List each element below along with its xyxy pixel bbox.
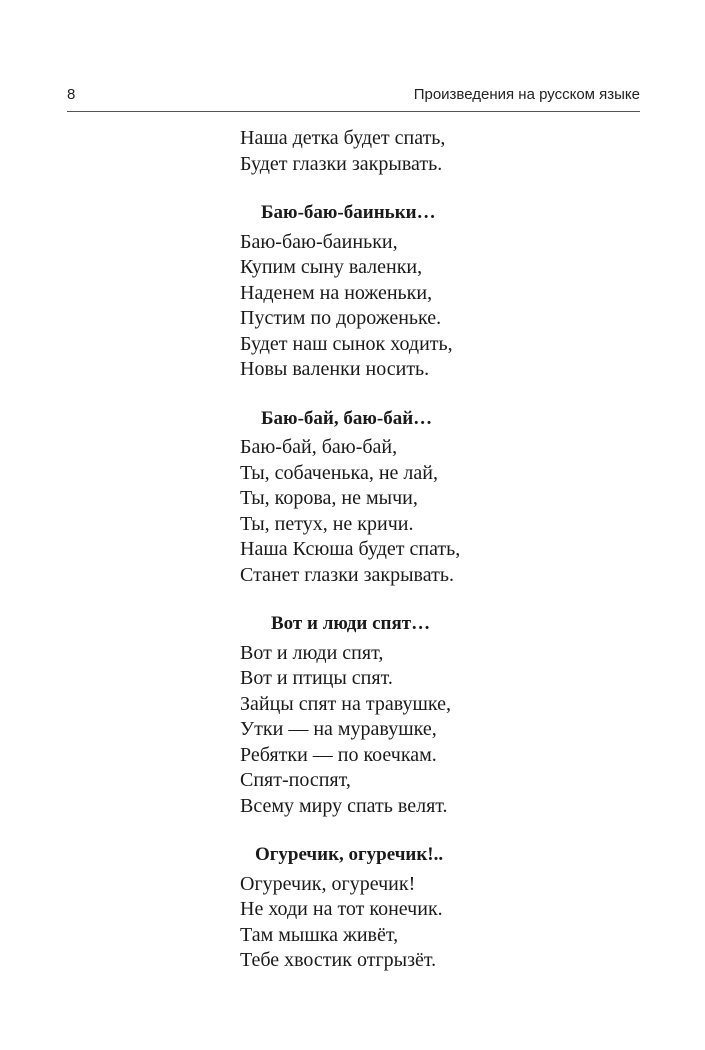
poem-line: Там мышка живёт,: [240, 923, 399, 946]
poem: [240, 611, 660, 819]
poem-line: Вот и люди спят,: [240, 641, 384, 664]
poem-line: Утки — на муравушке,: [240, 718, 437, 740]
page-number: 8: [67, 86, 76, 103]
poem-line: Купим сыну валенки,: [240, 256, 423, 278]
poem-title: Баю-бай, баю-бай…: [261, 407, 433, 429]
poem: [240, 406, 660, 589]
poem-title: Вот и люди спят…: [271, 613, 431, 634]
poem-line: Всему миру спать велят.: [240, 794, 448, 817]
poem-line: Будет глазки закрывать.: [240, 152, 443, 175]
poem-title: Баю-баю-баиньки…: [261, 202, 436, 223]
poem-line: Баю-бай, баю-бай,: [240, 436, 398, 458]
poem-line: Наша Ксюша будет спать,: [240, 538, 461, 560]
poem-line: Наша детка будет спать,: [240, 127, 446, 149]
poem-line: Спят-поспят,: [240, 769, 351, 791]
poem-line: Зайцы спят на травушке,: [240, 692, 451, 715]
running-title: Произведения на русском языке: [413, 86, 640, 103]
poem-line: Пустим по дороженьке.: [240, 307, 442, 329]
poem-line: Ты, петух, не кричи.: [240, 512, 414, 535]
poem-line: Вот и птицы спят.: [240, 667, 393, 689]
poem: [240, 842, 660, 974]
opening-stanza: [240, 126, 660, 177]
poem-line: Будет наш сынок ходить,: [240, 332, 453, 355]
poem-line: Огуречик, огуречик!: [240, 872, 416, 895]
poem-title: Огуречик, огуречик!..: [255, 844, 444, 865]
poem-line: Ты, собаченька, не лай,: [240, 461, 438, 484]
header-rule: [67, 111, 640, 112]
poem-line: Баю-баю-баиньки,: [240, 230, 398, 253]
page-header: [67, 84, 640, 110]
poem: [240, 200, 660, 383]
poem-line: Новы валенки носить.: [240, 358, 430, 380]
poem-line: Наденем на ноженьки,: [240, 281, 433, 304]
page-content: [240, 126, 660, 974]
poem-line: Ты, корова, не мычи,: [240, 487, 418, 509]
poem-line: Ребятки — по коечкам.: [240, 743, 437, 766]
poem-line: Тебе хвостик отгрызёт.: [240, 949, 437, 971]
poem-line: Не ходи на тот конечик.: [240, 898, 443, 920]
poem-line: Станет глазки закрывать.: [240, 563, 454, 586]
